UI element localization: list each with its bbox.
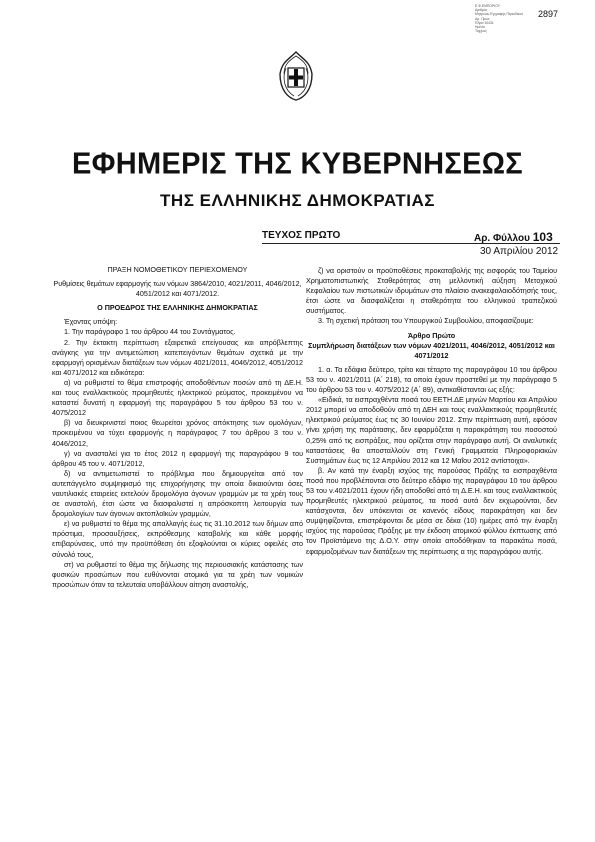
- stamp-line: Αριθμός: [475, 8, 488, 13]
- issue-date: 30 Απριλίου 2012: [480, 246, 559, 257]
- paragraph: 1. Την παράγραφο 1 του άρθρου 44 του Συντάγματος.: [64, 327, 236, 337]
- gazette-title: ΕΦΗΜΕΡΙΣ ΤΗΣ ΚΥΒΕΡΝΗΣΕΩΣ: [72, 147, 523, 181]
- act-title: ΠΡΑΞΗ ΝΟΜΟΘΕΤΙΚΟΥ ΠΕΡΙΕΧΟΜΕΝΟΥ: [107, 265, 248, 274]
- stamp-line: Ημ/νία: [475, 25, 485, 30]
- stamp-line: Ταχ/μος: [475, 29, 487, 34]
- paragraph: β) να διευκρινιστεί ποιος θεωρείται χρόνος απόκτησης των ομολόγων, προκειμένου να τύχει εφαρμογής η παράγραφος 7 του άρθρου 3 του ν. 4046/2012,: [52, 418, 303, 448]
- paragraph: 3. Τη σχετική πρόταση του Υπουργικού Συμβουλίου, αποφασίζουμε:: [318, 316, 534, 326]
- paragraph: ζ) να οριστούν οι προϋποθέσεις προκαταβολής της εισφοράς του Ταμείου Χρηματοπιστωτικής Σταθερότητας στη μελλοντική αύξηση Μετοχικού Κεφαλαίου των πιστωτικών ιδρυμάτων στο πλαίσιο ανακεφαλαιοδότησής τους, έτσι ώστε να διασφαλίζεται η σταθερότητα του ελληνικού τραπεζικού συστήματος.: [306, 266, 557, 316]
- stamp-line: Έδρα 10431: [475, 20, 494, 25]
- gazette-subtitle: ΤΗΣ ΕΛΛΗΝΙΚΗΣ ΔΗΜΟΚΡΑΤΙΑΣ: [160, 191, 435, 210]
- article-subject: Συμπλήρωση διατάξεων των νόμων 4021/2011, 4046/2012, 4051/2012 και 4071/2012: [308, 340, 555, 360]
- paragraph: 2. Την έκτακτη περίπτωση εξαιρετικά επείγουσας και απρόβλεπτης ανάγκης για την αντιμετώπιση κατεπειγόντων θεμάτων σχετικά με την εφαρμογή ορισμένων διατάξεων των νόμων 4021/2011, 4046/2012, 4051/2012 και 4071/2012 και ειδικότερα:: [52, 337, 303, 377]
- paragraph: β. Αν κατά την έναρξη ισχύος της παρούσας Πράξης τα εισπραχθέντα ποσά που προβλέπονται στο δεύτερο εδάφιο της παραγράφου 10 του άρθρου 53 του ν.4021/2011 έχουν ήδη αποδοθεί από τη Δ.Ε.Η. και τους εναλλακτικούς προμηθευτές ηλεκτρικού ρεύματος, τα ποσά αυτά δεν εκχωρούνται, δεν κατάσχονται, δεν υπόκεινται σε κανενός είδους παρακράτηση και δεν συμψηφίζονται, επιστρέφονται δε μέσα σε δέκα (10) ημέρες από την έναρξη ισχύος της παρούσας Πράξης με την έκδοση ατομικού φύλλου έκπτωσης από τον Προϊστάμενο της Δ.Ο.Υ. στην οποία αποδόθηκαν τα παρακάτω ποσά, εφαρμοζομένων των διατάξεων της περίπτωσης α της παραγράφου αυτής.: [306, 465, 557, 556]
- paragraph: 1. α. Τα εδάφια δεύτερο, τρίτο και τέταρτο της παραγράφου 10 του άρθρου 53 του ν. 4021/2011 (Α΄ 218), τα οποία έχουν προστεθεί με την παράγραφο 5 του άρθρου 53 του ν. 4075/2012 (Α΄ 89), αντικαθίστανται ως εξής:: [306, 364, 557, 395]
- stamp-line: Αρ. Πρωτ.: [475, 16, 491, 21]
- paragraph: γ) να ανασταλεί για το έτος 2012 η εφαρμογή της παραγράφου 9 του άρθρου 45 του ν. 4071/2012,: [52, 448, 303, 468]
- issue-label: ΤΕΥΧΟΣ ΠΡΩΤΟ: [262, 230, 341, 241]
- right-column: [306, 266, 557, 557]
- header-rule: [262, 243, 560, 244]
- paragraph: στ) να ρυθμιστεί το θέμα της δήλωσης της περιουσιακής κατάστασης των φυσικών προσώπων που ευθύνονται ατομικά για τα χρέη των νομικών προσώπων όταν τα τελευταία υποβάλλουν αίτηση αναστολής,: [52, 559, 303, 589]
- coat-of-arms-icon: [276, 50, 316, 102]
- sheet-number-block: [474, 230, 553, 244]
- sheet-label: Αρ. Φύλλου: [474, 233, 530, 244]
- page-number: 2897: [538, 9, 559, 19]
- left-column: [52, 265, 303, 590]
- sheet-number: 103: [532, 230, 553, 244]
- article-heading: Άρθρο Πρώτο: [407, 330, 456, 340]
- paragraph: δ) να αντιμετωπιστεί το πρόβλημα που δημιουργείται από τον αυτεπάγγελτο συμψηφισμό της επιχορήγησης την οποία δικαιούνται όσες ναυτιλιακές εταιρείες εκτελούν δρομολόγια άγονων γραμμών με τα χρέη τους σε αναστολή, έτσι ώστε να διασφαλιστεί η απρόσκοπτη λειτουργία των δρομολογίων των άγονων ακτοπλοϊκών γραμμών,: [52, 468, 303, 519]
- paragraph: α) να ρυθμιστεί το θέμα επιστροφής αποδοθέντων ποσών από τη ΔΕ.Η. και τους εναλλακτικούς προμηθευτές ηλεκτρικού ρεύματος, προκειμένου να καταστεί δυνατή η εφαρμογή της παραγράφου 5 του άρθρου 53 του ν. 4075/2012: [52, 377, 303, 418]
- paragraph: ε) να ρυθμιστεί το θέμα της απαλλαγής έως τις 31.10.2012 των δήμων από πρόστιμα, προσαυξήσεις, εκπρόθεσμης καταβολής και κάθε μορφής επιβαρύνσεις, υπό την προϋπόθεση ότι εξοφλούνται οι κύριες οφειλές στο σύνολό τους,: [52, 519, 303, 559]
- paragraph: Έχοντας υπόψη:: [64, 317, 118, 327]
- stamp-line: Ε.Φ.ΕΜΠΟΡΙΟΥ: [475, 4, 501, 8]
- stamp-line: Μητρώου Εγγραφής Περιοδικού: [475, 12, 524, 17]
- registration-stamp: [475, 4, 531, 33]
- act-subject: Ρυθμίσεις θεμάτων εφαρμογής των νόμων 3864/2010, 4021/2011, 4046/2012, 4051/2012 και 4071/2012.: [53, 279, 302, 299]
- president-heading: Ο ΠΡΟΕΔΡΟΣ ΤΗΣ ΕΛΛΗΝΙΚΗΣ ΔΗΜΟΚΡΑΤΙΑΣ: [97, 303, 258, 313]
- paragraph: «Ειδικά, τα εισπραχθέντα ποσά του ΕΕΤΗ.ΔΕ μηνών Μαρτίου και Απριλίου 2012 μπορεί να αποδοθούν από τη ΔΕΗ και τους εναλλακτικούς προμηθευτές ηλεκτρικού ρεύματος έως τις 30 Ιουνίου 2012. Στην περίπτωση αυτή, εφόσον γίνει χρήση της παράτασης, δεν εφαρμόζεται η παρακράτηση του ποσοστού 0,25% από τις εισπράξεις, που ορίζεται στην παράγραφο αυτή. Οι αναλυτικές καταστάσεις θα αποσταλλούν στη Γενική Γραμματεία Πληροφοριακών Συστημάτων έως τις 12 Απριλίου 2012 και 12 Μαΐου 2012 αντίστοιχα».: [306, 395, 557, 465]
